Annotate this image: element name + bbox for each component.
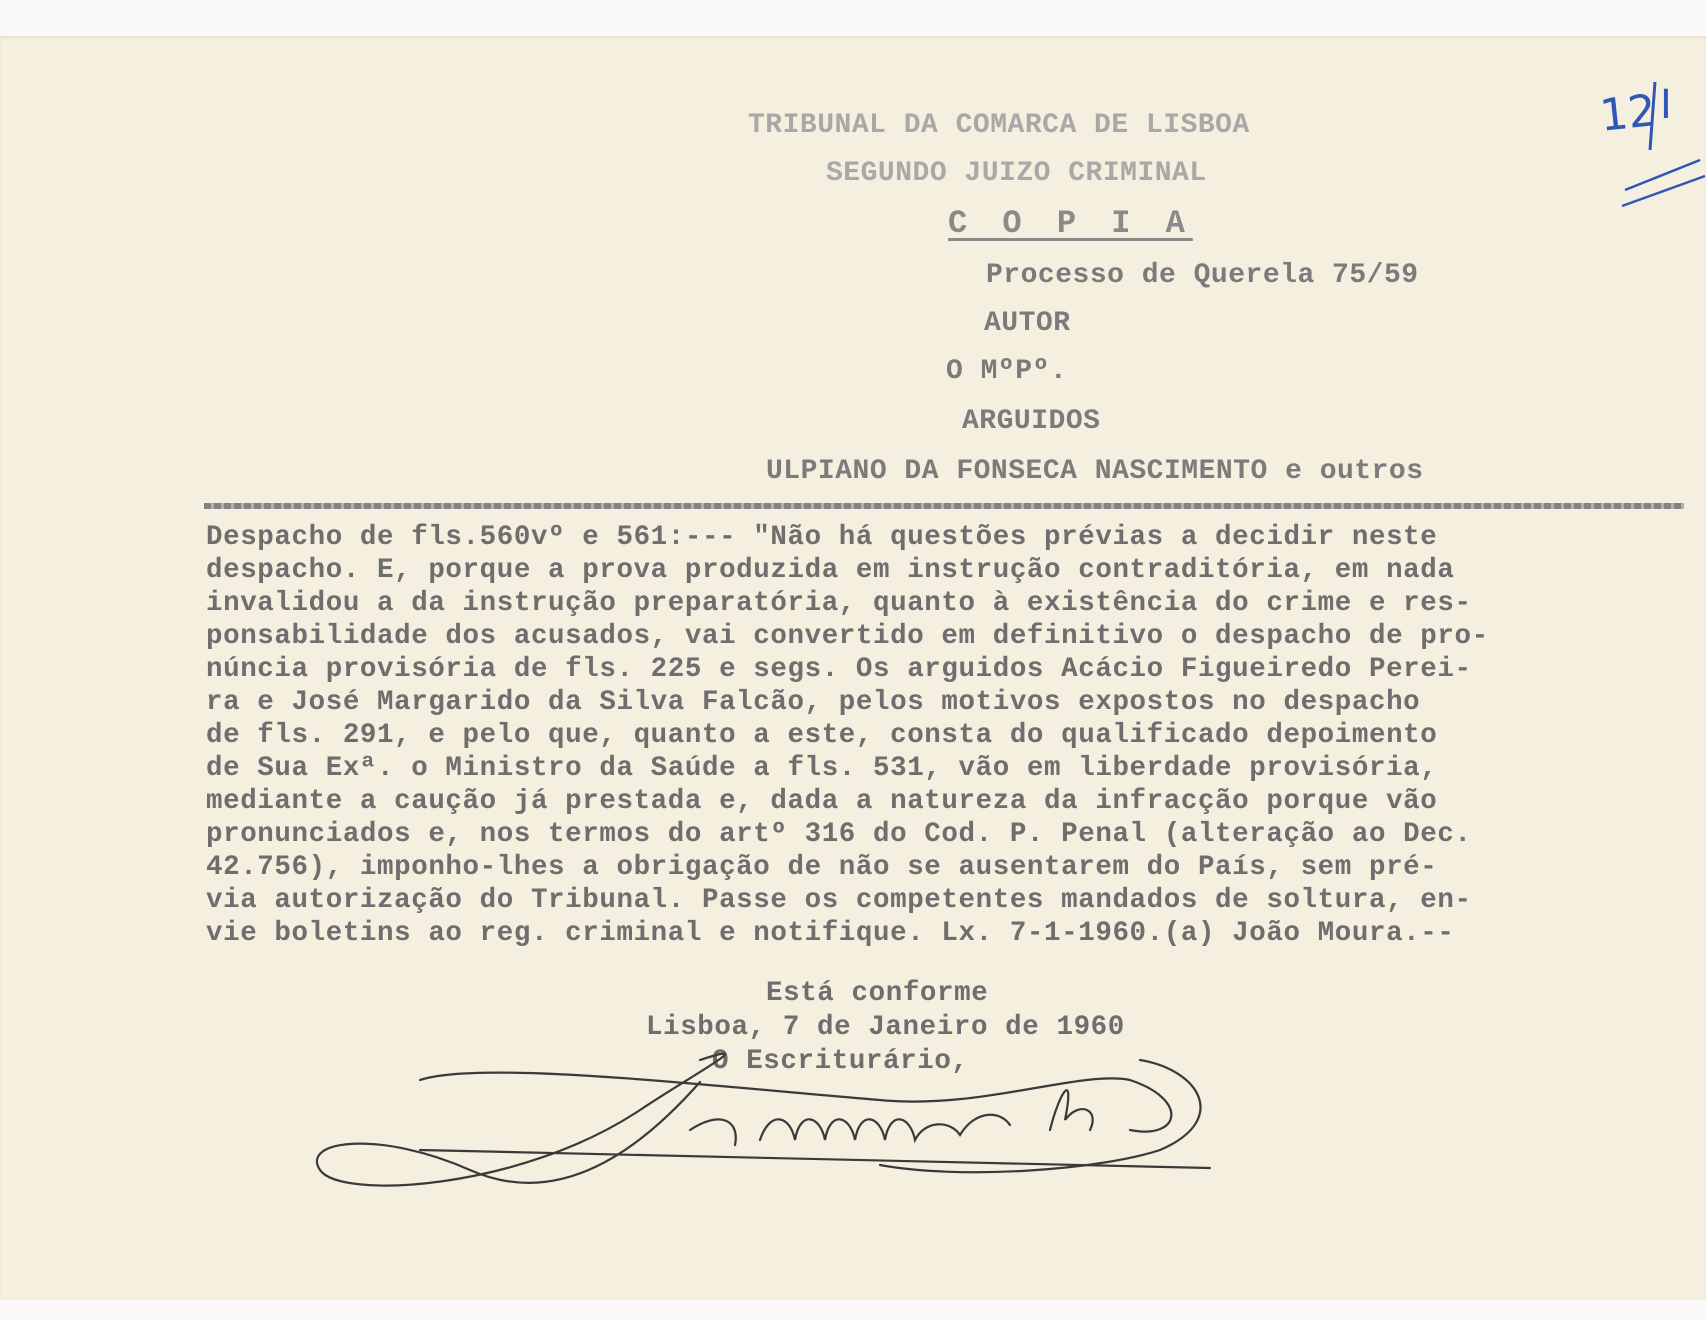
handwritten-signature: [317, 1054, 1210, 1186]
body-line: mediante a caução já prestada e, dada a natureza da infracção porque vão: [206, 786, 1438, 817]
process-number: Processo de Querela 75/59: [986, 260, 1419, 291]
place-date: Lisboa, 7 de Janeiro de 1960: [646, 1012, 1125, 1043]
copy-label: C O P I A: [948, 205, 1193, 242]
body-line: invalidou a da instrução preparatória, quanto à existência do crime e res-: [206, 588, 1472, 619]
folio-divider-stroke: [1650, 82, 1655, 150]
body-line: de fls. 291, e pelo que, quanto a este, consta do qualificado depoimento: [206, 720, 1438, 751]
body-line: de Sua Exª. o Ministro da Saúde a fls. 531, vão em liberdade provisória,: [206, 753, 1438, 784]
body-line: pronunciados e, nos termos do artº 316 do Cod. P. Penal (alteração ao Dec.: [206, 819, 1472, 850]
body-line: ra e José Margarido da Silva Falcão, pelos motivos expostos no despacho: [206, 687, 1421, 718]
folio-roman: I: [1660, 82, 1672, 128]
author-name: O MºPº.: [946, 356, 1068, 387]
body-line: Despacho de fls.560vº e 561:--- "Não há questões prévias a decidir neste: [206, 522, 1438, 553]
body-line: via autorização do Tribunal. Passe os competentes mandados de soltura, en-: [206, 885, 1472, 916]
folio-number: 12: [1597, 85, 1659, 142]
defendants-label: ARGUIDOS: [962, 406, 1101, 437]
court-section: SEGUNDO JUIZO CRIMINAL: [826, 158, 1207, 189]
body-line: ponsabilidade dos acusados, vai convertido em definitivo o despacho de pro-: [206, 621, 1489, 652]
body-line: núncia provisória de fls. 225 e segs. Os arguidos Acácio Figueiredo Perei-: [206, 654, 1472, 685]
signatory-title: O Escriturário,: [712, 1046, 969, 1077]
folio-underline-stroke: [1622, 160, 1705, 206]
author-label: AUTOR: [984, 308, 1071, 339]
body-line: vie boletins ao reg. criminal e notifique. Lx. 7-1-1960.(a) João Moura.--: [206, 918, 1455, 949]
conformity-statement: Está conforme: [766, 978, 989, 1009]
body-line: 42.756), imponho-lhes a obrigação de não se ausentarem do País, sem pré-: [206, 852, 1438, 883]
defendants-names: ULPIANO DA FONSECA NASCIMENTO e outros: [766, 456, 1424, 487]
court-name: TRIBUNAL DA COMARCA DE LISBOA: [748, 110, 1250, 141]
body-line: despacho. E, porque a prova produzida em instrução contraditória, em nada: [206, 555, 1455, 586]
